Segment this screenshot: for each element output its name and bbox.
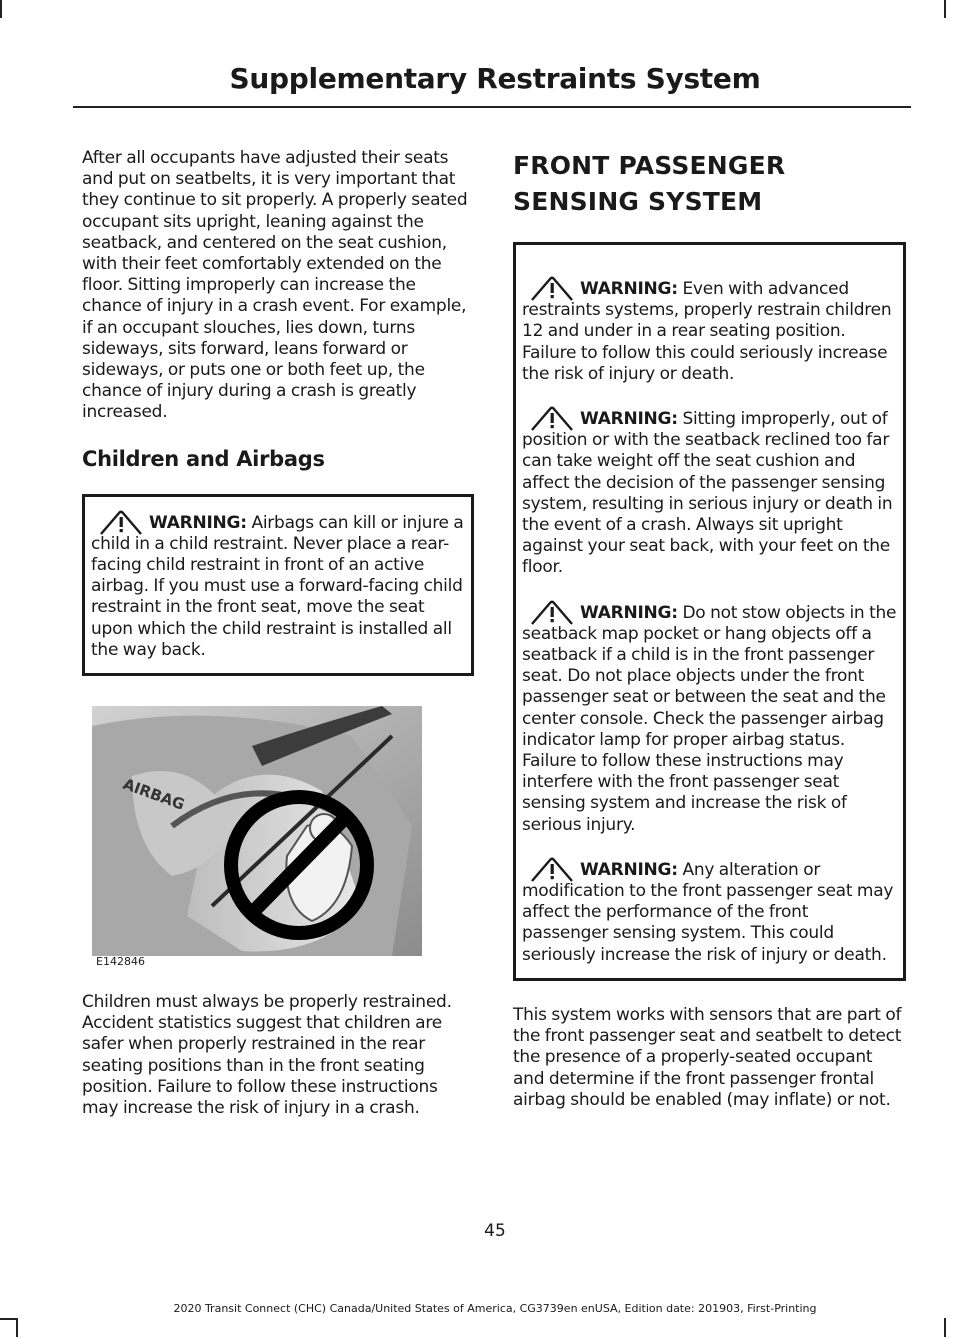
warning-triangle-icon: [528, 856, 580, 882]
warning-item: [522, 603, 897, 836]
child-seat-airbag-figure: [92, 706, 422, 969]
warning-item: [522, 279, 897, 385]
left-column: [82, 148, 474, 1119]
warning-label: WARNING:: [580, 279, 678, 299]
right-column: [513, 148, 906, 1111]
closing-paragraph-left: Children must always be properly restrained. Accident statistics suggest that children are safer when properly restrained in the rear seating positions than in the front seating position. Failure to follow these instructions may increase the risk of injury in a crash.: [82, 992, 452, 1119]
warning-text: Airbags can kill or injure a child in a child restraint. Never place a rear-facing child restraint in front of an active airbag. If you must use a forward-facing child restraint in the front seat, move the seat upon which the child restraint is installed all the way back.: [91, 512, 464, 660]
warning-text: Even with advanced restraints systems, properly restrain children 12 and under in a rear seating position. Failure to follow this could seriously increase the risk of injury or death.: [522, 279, 892, 384]
crop-mark-bottom-left-v: [16, 1318, 18, 1337]
crop-mark-bottom-right-v: [944, 1318, 946, 1337]
warning-label: WARNING:: [149, 512, 247, 533]
warning-label: WARNING:: [580, 409, 678, 430]
warning-item: [522, 860, 897, 966]
header-rule: [73, 106, 911, 108]
warning-label: WARNING:: [580, 602, 678, 623]
warning-triangle-icon: [528, 405, 580, 431]
warning-label: WARNING:: [580, 859, 678, 880]
warning-box-sensing: [513, 242, 906, 981]
page-title: Supplementary Restraints System: [229, 62, 761, 95]
warning-triangle-icon: [528, 599, 580, 625]
airbag-label: AIRBAG: [120, 774, 188, 814]
warning-triangle-icon: [97, 509, 149, 535]
warning-text: Any alteration or modification to the front passenger seat may affect the performance of the front passenger sensing system. This could seriously increase the risk of injury or death.: [522, 859, 894, 965]
section-heading: FRONT PASSENGER SENSING SYSTEM: [513, 151, 786, 216]
warning-text: Sitting improperly, out of position or with the seatback reclined too far can take weight off the seat cushion and affect the decision of the passenger sensing system, resulting in serious injury or death in the event of a crash. Always sit upright against your seat back, with your feet on the floor.: [522, 409, 893, 578]
crop-mark-top-left-v: [0, 0, 2, 18]
intro-paragraph: After all occupants have adjusted their seats and put on seatbelts, it is very important that they continue to sit properly. A properly seated occupant sits upright, leaning against the seatback, and centered on the seat cushion, with their feet comfortably extended on the floor. Sitting improperly can increase the chance of injury in a crash event. For example, if an occupant slouches, lies down, turns sideways, sits forward, leans forward or sideways, or puts one or both feet up, the chance of injury during a crash is greatly increased.: [82, 148, 468, 423]
figure-code: E142846: [96, 955, 145, 969]
warning-box-children: [82, 494, 474, 676]
warning-item: [91, 513, 465, 661]
page-number: 45: [484, 1221, 506, 1241]
footer-edition-info: 2020 Transit Connect (CHC) Canada/United States of America, CG3739en enUSA, Edition date: 201903, First-Printing: [173, 1302, 817, 1315]
child-seat-illustration: [92, 706, 422, 956]
crop-mark-top-right-v: [944, 0, 946, 18]
warning-triangle-icon: [528, 275, 580, 301]
closing-paragraph-right: This system works with sensors that are part of the front passenger seat and seatbelt to detect the presence of a properly-seated occupant and determine if the front passenger frontal airbag should be enabled (may inflate) or not.: [513, 1004, 902, 1110]
children-airbags-heading: Children and Airbags: [82, 446, 325, 471]
warning-text: Do not stow objects in the seatback map pocket or hang objects off a seatback if a child is in the front passenger seat. Do not place objects under the front passenger seat or between the seat and the center console. Check the passenger airbag indicator lamp for proper airbag status. Failure to follow these instructions may interfere with the front passenger seat sensing system and increase the risk of serious injury.: [522, 602, 897, 835]
warning-item: [522, 409, 897, 579]
